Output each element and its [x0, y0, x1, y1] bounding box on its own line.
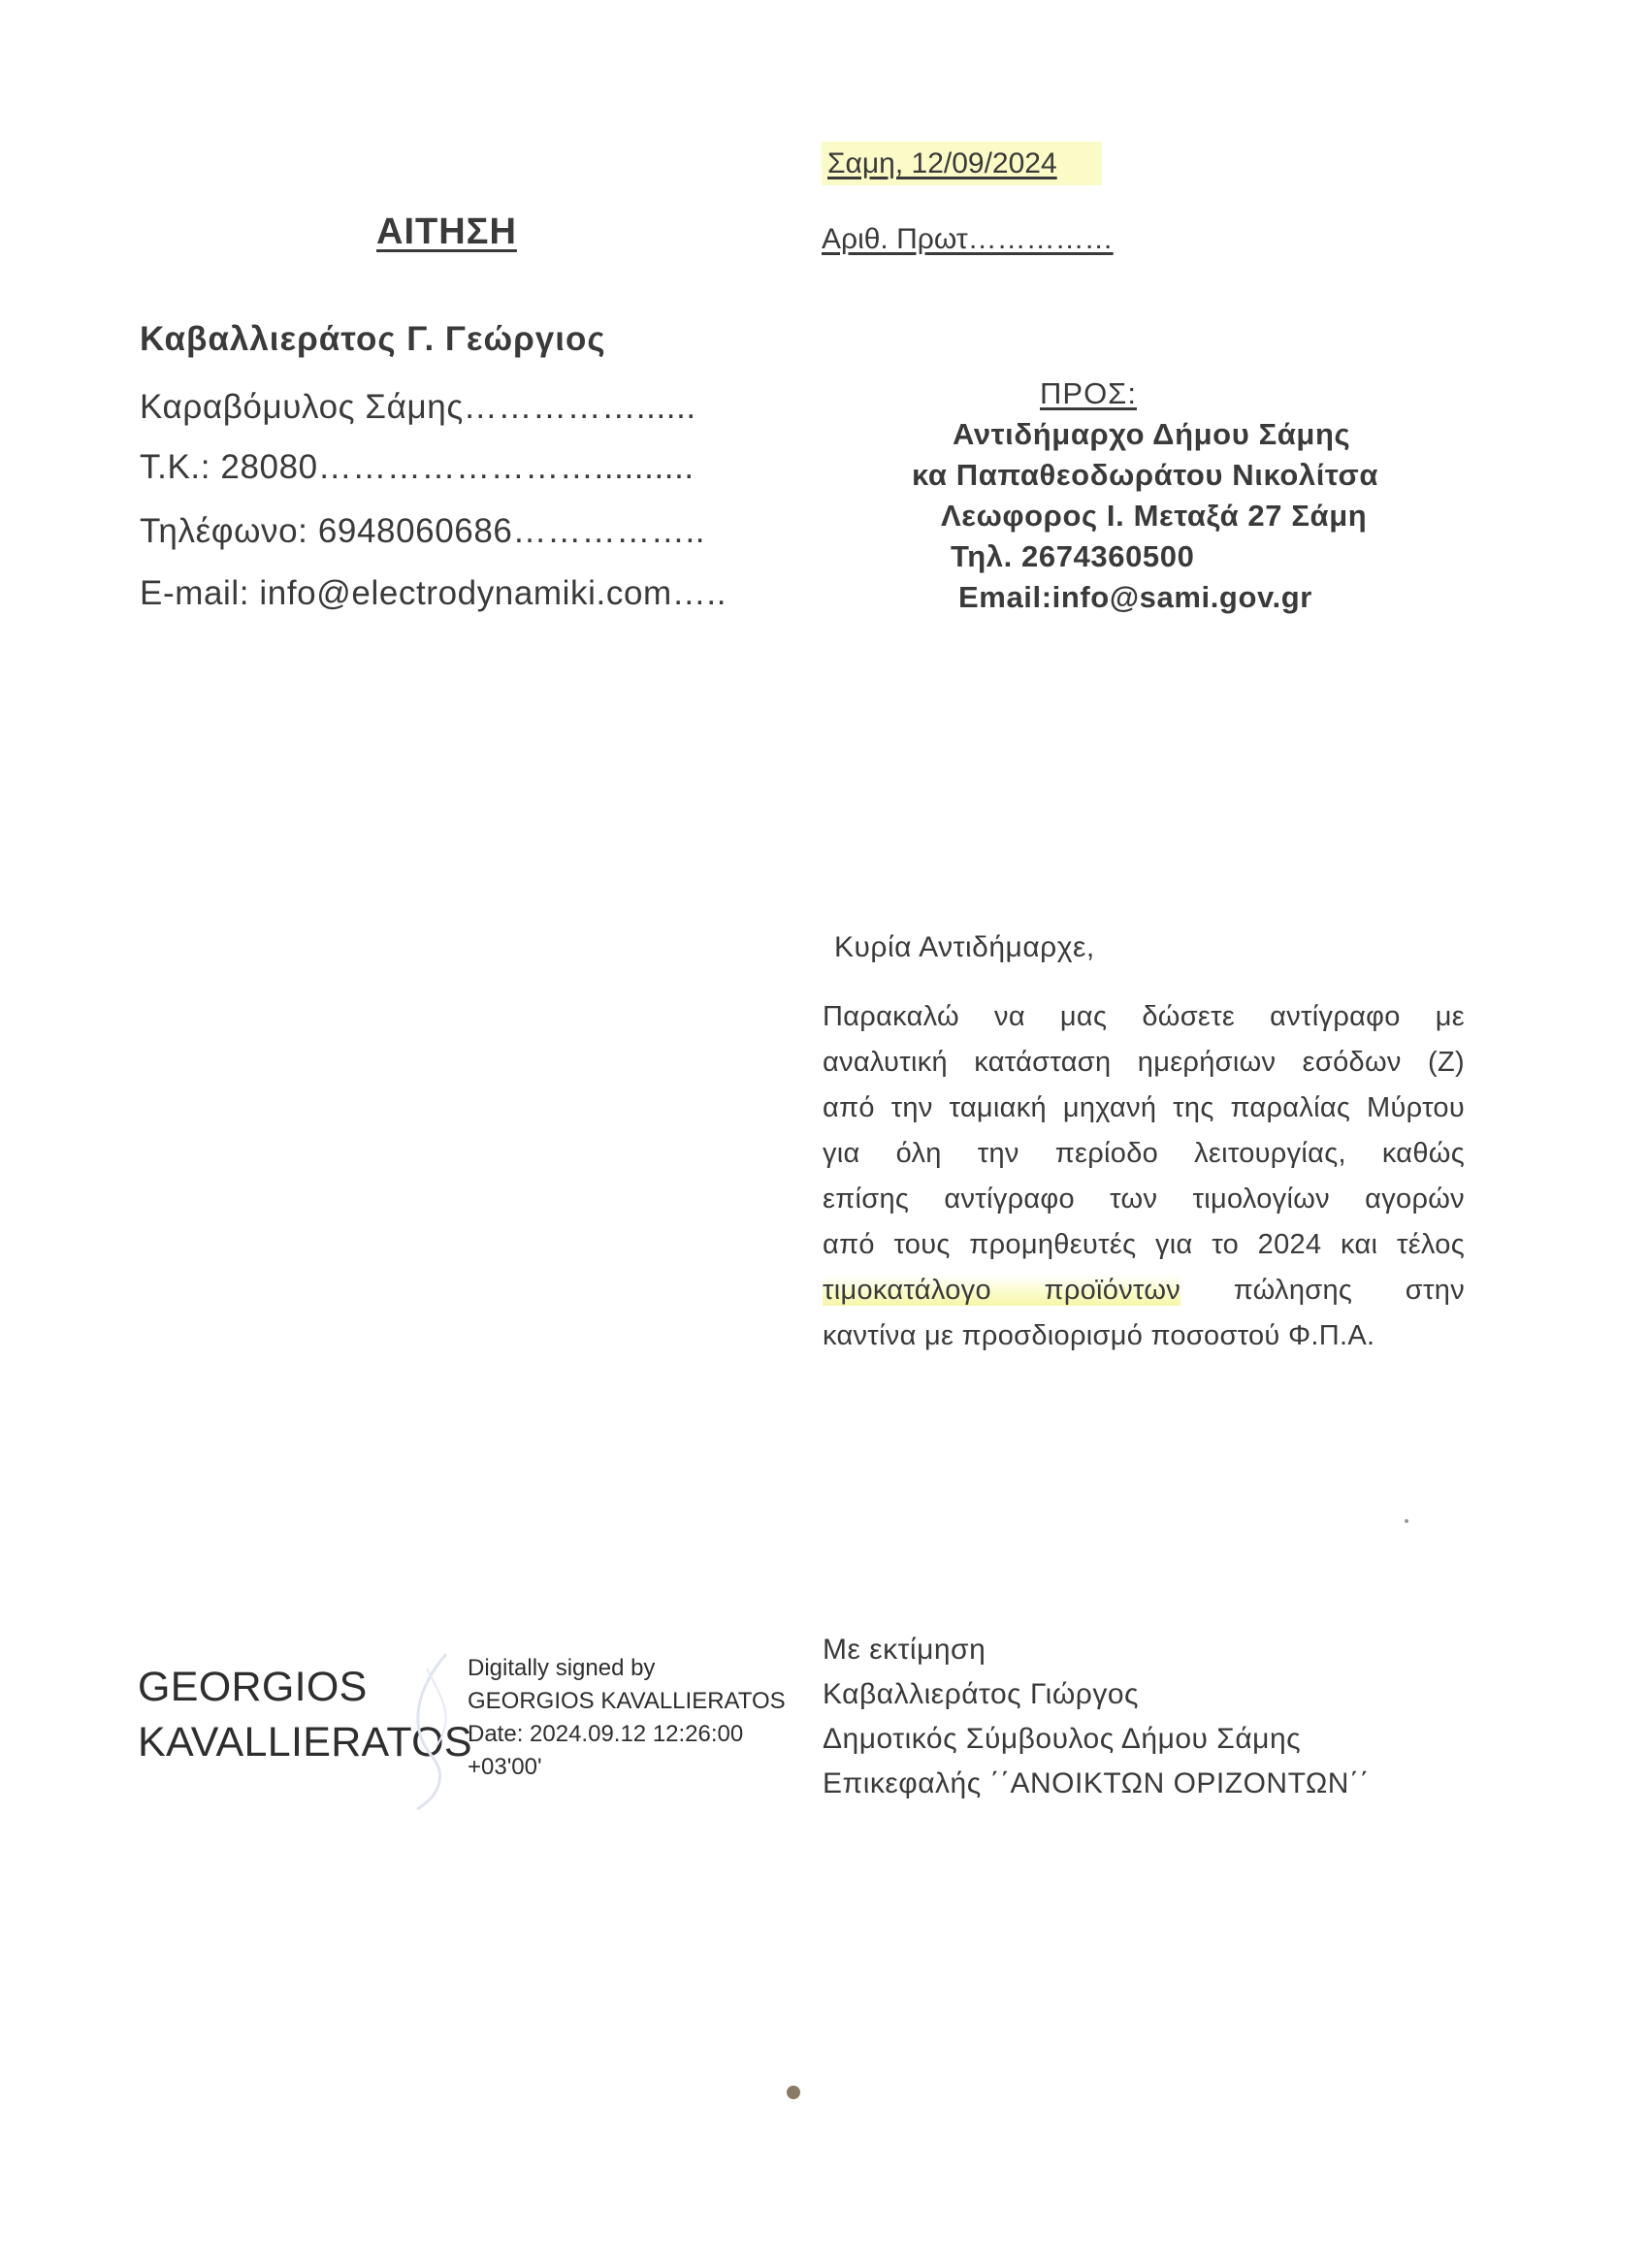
closing-regards: Με εκτίμηση — [823, 1634, 986, 1666]
body-line: Παρακαλώ να μας δώσετε αντίγραφο με — [823, 1001, 1465, 1032]
recipient-label: ΠΡΟΣ: — [1040, 376, 1137, 410]
paper-speck — [1405, 1519, 1408, 1523]
closing-party: Επικεφαλής ΄΄ΑΝΟΙΚΤΩΝ ΟΡΙΖΟΝΤΩΝ΄΄ — [823, 1767, 1370, 1799]
sender-email: E-mail: info@electrodynamiki.com….. — [140, 574, 728, 612]
body-line: από την ταμιακή μηχανή της παραλίας Μύρτου — [823, 1092, 1465, 1123]
sender-phone: Τηλέφωνο: 6948060686…………….. — [140, 512, 706, 550]
body-line-rest: πώλησης στην — [1233, 1275, 1465, 1306]
closing-name: Καβαλλιεράτος Γιώργος — [823, 1678, 1139, 1710]
recipient-phone: Τηλ. 2674360500 — [951, 539, 1195, 573]
body-line: αναλυτική κατάσταση ημερήσιων εσόδων (Ζ) — [823, 1047, 1465, 1078]
signature-name-line1: GEORGIOS — [138, 1664, 368, 1710]
salutation: Κυρία Αντιδήμαρχε, — [834, 931, 1095, 963]
date-highlight: Σαμη, 12/09/2024 — [822, 142, 1102, 185]
signature-name-line2: KAVALLIERATOS — [138, 1719, 472, 1766]
signature-detail: Digitally signed by — [468, 1655, 656, 1681]
paper-speck — [787, 2086, 800, 2099]
sender-postal-code: Τ.Κ.: 28080…………………….......... — [140, 448, 695, 486]
body-line: καντίνα με προσδιορισμό ποσοστού Φ.Π.Α. — [823, 1320, 1375, 1351]
signature-detail: GEORGIOS KAVALLIERATOS — [468, 1688, 786, 1714]
document-title: ΑΙΤΗΣΗ — [376, 211, 517, 252]
recipient-address: Λεωφορος Ι. Μεταξά 27 Σάμη — [941, 499, 1368, 533]
signature-detail: Date: 2024.09.12 12:26:00 — [468, 1721, 744, 1747]
closing-role: Δημοτικός Σύμβουλος Δήμου Σάμης — [823, 1723, 1302, 1755]
highlighted-text: τιμοκατάλογο προϊόντων — [823, 1275, 1181, 1306]
sender-name: Καβαλλιεράτος Γ. Γεώργιος — [140, 320, 606, 358]
body-line: επίσης αντίγραφο των τιμολογίων αγορών — [823, 1183, 1465, 1215]
body-line: από τους προμηθευτές για το 2024 και τέλος — [823, 1229, 1465, 1260]
body-paragraph — [823, 994, 1465, 1359]
body-line — [823, 1268, 1465, 1313]
body-line: για όλη την περίοδο λειτουργίας, καθώς — [823, 1138, 1465, 1169]
recipient-title: Αντιδήμαρχο Δήμου Σάμης — [953, 417, 1351, 451]
protocol-number: Αριθ. Πρωτ…………… — [822, 223, 1114, 255]
recipient-name: κα Παπαθεοδωράτου Νικολίτσα — [912, 458, 1378, 492]
signature-watermark-icon — [388, 1649, 475, 1814]
sender-address: Καραβόμυλος Σάμης……………...... — [140, 388, 696, 426]
recipient-email: Email:info@sami.gov.gr — [958, 580, 1312, 614]
signature-detail: +03'00' — [468, 1754, 542, 1780]
document-date — [822, 147, 1102, 180]
